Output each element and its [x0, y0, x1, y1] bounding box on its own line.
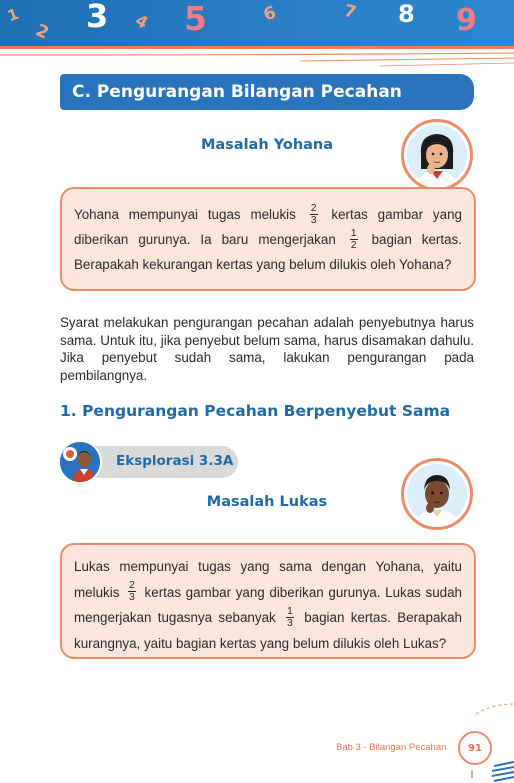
fraction-denominator: 3 [310, 213, 317, 226]
header-digit: 5 [184, 0, 207, 38]
fraction [350, 228, 358, 251]
problem-text-part: kertas gambar yang diberikan gurunya. Ia baru mengerjakan [74, 207, 462, 247]
header-digit: 1 [5, 4, 22, 26]
fraction-denominator: 2 [350, 238, 357, 251]
header-digit: 3 [86, 0, 109, 35]
problem-text-part: Yohana mempunyai tugas melukis [74, 207, 296, 222]
fraction-numerator: 1 [350, 226, 357, 239]
problem-title-yohana: Masalah Yohana [200, 137, 334, 153]
fraction-denominator: 3 [287, 616, 293, 629]
fraction [310, 203, 318, 226]
header-digit: 4 [132, 10, 152, 33]
problem-box-lukas [60, 543, 476, 659]
fraction-numerator: 2 [129, 579, 135, 592]
header-digit: 8 [398, 0, 415, 28]
problem-text-part: Lukas mempunyai tugas yang sama dengan Yohana, yaitu melukis [74, 559, 462, 600]
footer-chapter: Bab 3 - Bilangan Pecahan [336, 742, 447, 753]
header-digit: 9 [456, 3, 477, 38]
problem-text-part: kertas gambar yang diberikan gurunya. Lukas sudah mengerjakan tugasnya sebanyak [74, 584, 462, 625]
girl-portrait-icon [407, 125, 467, 185]
section-title: C. Pengurangan Bilangan Pecahan [72, 82, 402, 102]
fraction [286, 606, 294, 629]
problem-title-lukas: Masalah Lukas [206, 494, 328, 510]
problem-text-part: bagian kertas. Berapakah kekurangan kertas yang belum dilukis oleh Yohana? [74, 232, 462, 272]
header-digit: 6 [261, 2, 279, 26]
header-digit: 2 [32, 20, 52, 44]
subsection-title: 1. Pengurangan Pecahan Berpenyebut Sama [60, 402, 451, 420]
header-band [0, 0, 514, 46]
avatar-lukas [401, 458, 473, 530]
problem-box-yohana [60, 187, 476, 291]
fraction-denominator: 3 [129, 591, 135, 604]
header-decor-lines [0, 49, 514, 69]
fraction-numerator: 1 [287, 604, 293, 617]
header-digit: 7 [341, 0, 359, 24]
body-paragraph: Syarat melakukan pengurangan pecahan adalah penyebutnya harus sama. Untuk itu, jika penyebut belum sama, harus disamakan dahulu. Jika penyebut sudah sama, lakukan pengurangan pada pembilangnya. [60, 315, 474, 383]
page-number: 91 [458, 731, 492, 765]
problem-text-part: bagian kertas. Berapakah kurangnya, yaitu bagian kertas yang belum dilukis oleh Lukas? [74, 610, 462, 651]
exploration-label: Eksplorasi 3.3A [116, 453, 234, 469]
explorer-boy-icon [58, 440, 102, 484]
fraction-numerator: 2 [310, 201, 317, 214]
boy-portrait-icon [407, 464, 467, 524]
avatar-yohana [401, 119, 473, 191]
section-title-banner [60, 74, 474, 110]
fraction [128, 580, 136, 603]
